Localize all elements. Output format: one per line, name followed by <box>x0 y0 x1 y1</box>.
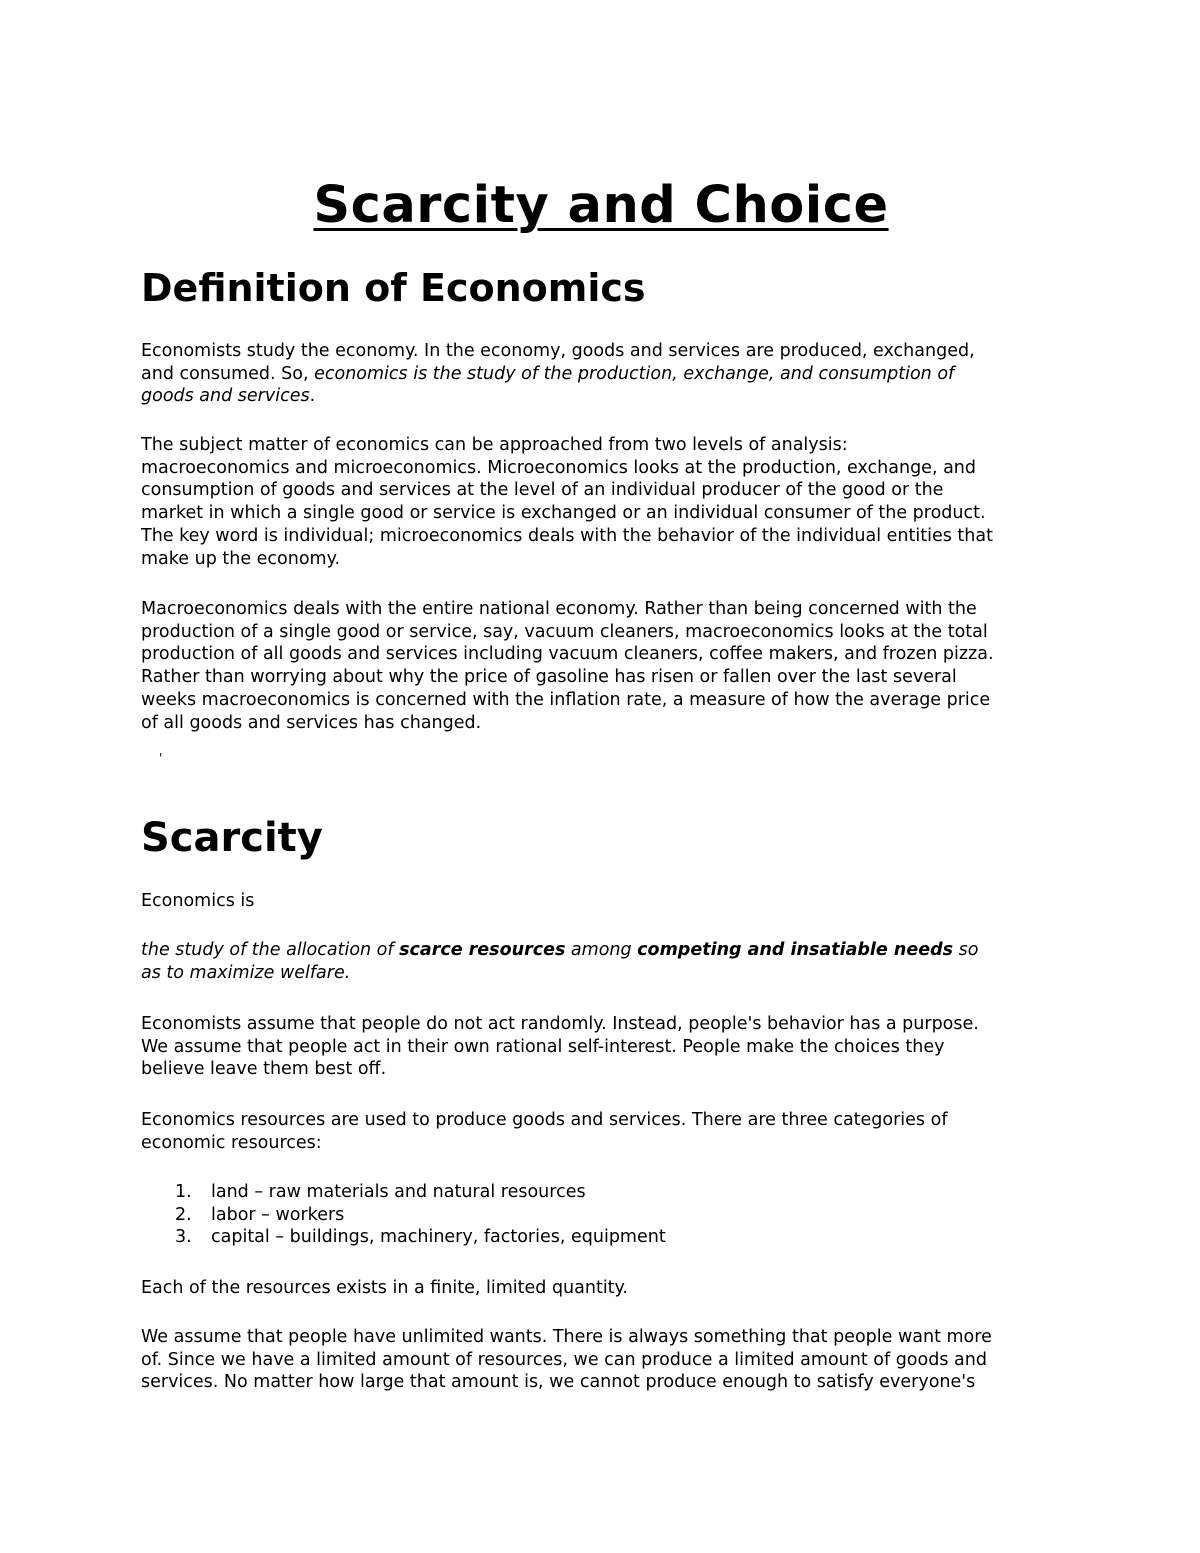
paragraph-line: services. No matter how large that amount is, we cannot produce enough to satisfy everyone's <box>141 1372 976 1393</box>
paragraph-line: We assume that people act in their own rational self-interest. People make the choices they <box>141 1036 945 1057</box>
text-run: the study of the allocation of <box>141 940 400 960</box>
paragraph-line: The key word is individual; microeconomics deals with the behavior of the individual entities that <box>141 525 993 546</box>
text-run: and consumed. So, <box>141 363 315 384</box>
list-item-text: labor – workers <box>211 1204 345 1225</box>
paragraph-line: Economists study the economy. In the economy, goods and services are produced, exchanged, <box>141 341 975 361</box>
paragraph-line: production of a single good or service, say, vacuum cleaners, macroeconomics looks at the total <box>141 621 988 642</box>
list-item <box>141 1181 1061 1204</box>
list-item <box>141 1204 1061 1227</box>
paragraph-macroeconomics <box>141 598 1061 734</box>
text-run: as to maximize welfare. <box>141 962 351 983</box>
paragraph-line <box>141 385 1061 408</box>
paragraph-line: make up the economy. <box>141 548 341 569</box>
paragraph-line: of all goods and services has changed. <box>141 712 482 733</box>
paragraph-economics-is: Economics is <box>141 891 255 911</box>
paragraph-definition <box>141 939 1061 984</box>
text-run: so <box>953 940 979 960</box>
paragraph-line: of. Since we have a limited amount of resources, we can produce a limited amount of goods and <box>141 1349 987 1370</box>
paragraph-line: macroeconomics and microeconomics. Microeconomics looks at the production, exchange, and <box>141 457 976 478</box>
list-item <box>141 1226 1061 1249</box>
paragraph-line: We assume that people have unlimited wants. There is always something that people want more <box>141 1327 992 1347</box>
paragraph-line: Rather than worrying about why the price of gasoline has risen or fallen over the last several <box>141 667 957 688</box>
paragraph-line <box>141 363 1061 386</box>
paragraph-unlimited-wants <box>141 1326 1061 1394</box>
paragraph-economic-resources <box>141 1109 1061 1154</box>
document-title: Scarcity and Choice <box>313 176 889 235</box>
stray-mark: ' <box>159 751 163 765</box>
text-run: among <box>565 940 638 960</box>
list-item-text: land – raw materials and natural resources <box>211 1182 586 1202</box>
resource-list <box>141 1181 1061 1249</box>
list-number: 2. <box>175 1204 192 1225</box>
paragraph-line: The subject matter of economics can be approached from two levels of analysis: <box>141 435 848 455</box>
paragraph-finite-quantity: Each of the resources exists in a finite, limited quantity. <box>141 1278 628 1298</box>
paragraph-line <box>141 962 1061 985</box>
paragraph-line: market in which a single good or service is exchanged or an individual consumer of the product. <box>141 503 986 524</box>
paragraph-line: Economists assume that people do not act randomly. Instead, people's behavior has a purpose. <box>141 1014 979 1034</box>
paragraph-line: consumption of goods and services at the level of an individual producer of the good or the <box>141 480 944 501</box>
heading-definition-of-economics: Definition of Economics <box>141 266 646 310</box>
list-item-text: capital – buildings, machinery, factories, equipment <box>211 1227 666 1248</box>
paragraph-economists-assume <box>141 1013 1061 1081</box>
paragraph-line: Macroeconomics deals with the entire national economy. Rather than being concerned with the <box>141 599 977 619</box>
paragraph-economists-study <box>141 340 1061 408</box>
list-number: 3. <box>175 1227 192 1248</box>
paragraph-line: Economics resources are used to produce goods and services. There are three categories of <box>141 1110 948 1130</box>
paragraph-subject-matter <box>141 434 1061 570</box>
paragraph-line: economic resources: <box>141 1132 322 1153</box>
italic-definition: goods and services <box>141 386 310 407</box>
paragraph-line: production of all goods and services including vacuum cleaners, coffee makers, and frozen pizza. <box>141 644 994 665</box>
bold-term-scarce-resources: scarce resources <box>399 940 566 960</box>
heading-scarcity: Scarcity <box>141 815 323 861</box>
bold-term-competing-needs: competing and insatiable needs <box>637 940 954 960</box>
text-run: . <box>309 386 316 407</box>
paragraph-line: weeks macroeconomics is concerned with the inflation rate, a measure of how the average price <box>141 689 991 710</box>
list-number: 1. <box>175 1182 192 1202</box>
paragraph-line: believe leave them best off. <box>141 1059 387 1080</box>
paragraph-line <box>141 939 1061 962</box>
italic-definition: economics is the study of the production, exchange, and consumption of <box>314 363 955 384</box>
